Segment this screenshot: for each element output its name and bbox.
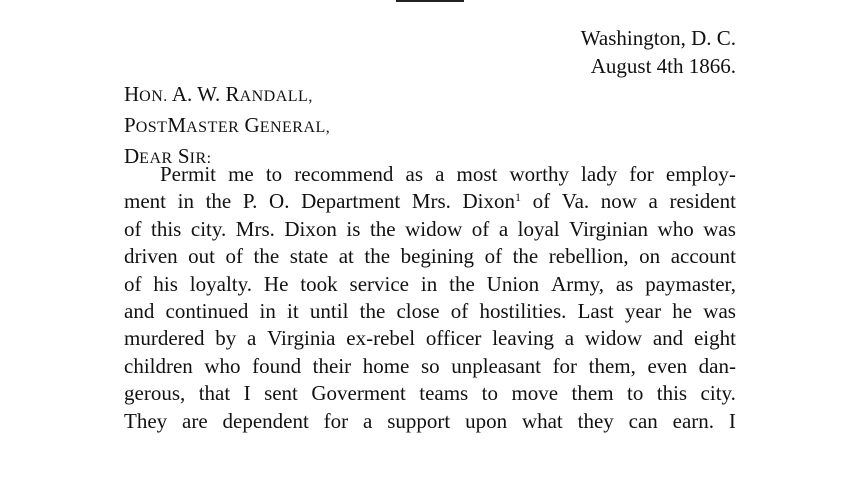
word: they [577,408,614,433]
word: to [626,381,644,406]
word: of [225,244,244,269]
word: was [703,216,736,241]
word: are [182,408,208,433]
letter-body [124,161,736,435]
word: unpleasant [451,353,541,378]
word: a [564,326,575,351]
word: teams [419,381,469,406]
greeting: DEAR SIR: [124,144,212,168]
word: me [228,162,254,186]
word: and [124,299,155,324]
addressee-name: HON. A. W. RANDALL, [124,82,313,106]
word: who [657,216,694,241]
word: recommend [294,162,394,186]
word: a [435,162,445,186]
word: upon [465,408,508,433]
word: city. [700,381,736,406]
word: resident [669,189,736,214]
word: He [263,271,289,296]
word: for [323,408,349,433]
word: Army, [551,271,604,296]
word: who [204,353,241,378]
word: Union [486,271,540,296]
word: the [512,244,539,269]
word: officer [425,326,482,351]
addressee-block [124,80,330,173]
word: took [300,271,338,296]
word: he [672,299,693,324]
word: Dixon$^1$ [462,189,522,214]
body-line [124,325,736,352]
word: in [420,271,438,296]
word: the [205,189,232,214]
word: them [571,381,614,406]
word: this [151,216,182,241]
word: it [287,299,299,324]
word: continued [165,299,249,324]
word: Department [301,189,401,214]
word: a [247,326,257,351]
word: a [648,189,658,214]
dateline-date: August 4th 1866. [590,54,736,78]
word: their [312,353,352,378]
word: to [265,162,283,186]
body-line [124,408,736,435]
word: ment [124,189,166,214]
word: at [338,244,354,269]
word: O. [269,189,290,214]
word: to [481,381,499,406]
word: the [369,216,396,241]
word: lady [581,162,618,186]
word: paymaster, [645,271,736,296]
word: was [703,299,736,324]
word: of [532,189,551,214]
word: dan- [698,353,736,378]
word: children [124,353,193,378]
word: move [511,381,559,406]
word: the [253,244,280,269]
word: loyalty. [189,271,253,296]
dateline [581,24,736,80]
word: even [647,353,688,378]
body-line [124,298,736,325]
word: widow [584,326,643,351]
word: P. [242,189,258,214]
word: account [670,244,736,269]
word: begining [400,244,475,269]
body-line [124,243,736,270]
word: Mrs. [411,189,451,214]
word: out [188,244,216,269]
word: is [346,216,361,241]
word: now [600,189,637,214]
word: support [387,408,451,433]
word: of [450,299,469,324]
word: They [124,408,168,433]
word: city. [190,216,227,241]
word: Dixon [284,216,337,241]
word: I [243,381,251,406]
word: I [728,408,736,433]
word: that [198,381,231,406]
word: for [629,162,654,186]
word: year [624,299,662,324]
word: dependent [222,408,309,433]
word: Virginia [267,326,336,351]
word: Last [577,299,614,324]
word: ex-rebel [346,326,416,351]
word: gerous, [124,381,186,406]
word: as [615,271,634,296]
word: the [364,244,391,269]
word: hostilities. [479,299,567,324]
word: what [521,408,563,433]
word: of [471,216,490,241]
top-rule [396,0,464,2]
word: Virginian [569,216,649,241]
word: employ- [665,162,736,186]
word: of [124,271,142,296]
word: Mrs. [235,216,275,241]
word: a [498,216,509,241]
word: so [420,353,440,378]
body-line [124,380,736,407]
word: by [215,326,237,351]
footnote-marker: 1 [515,190,522,205]
word: Goverment [311,381,406,406]
word: most [456,162,498,186]
word: Va. [561,189,590,214]
word: service [349,271,409,296]
word: widow [405,216,463,241]
word: sent [264,381,298,406]
word: close [396,299,440,324]
body-line [124,353,736,380]
word: this [656,381,688,406]
word: loyal [517,216,560,241]
word: worthy [509,162,569,186]
word: in [177,189,194,214]
word: eight [693,326,736,351]
word: found [252,353,302,378]
word: of [484,244,503,269]
dateline-place: Washington, D. C. [580,26,736,50]
word: and [652,326,684,351]
word: leaving [492,326,555,351]
addressee-title: POSTMASTER GENERAL, [124,113,331,137]
word: until [309,299,349,324]
word: earn. [672,408,715,433]
word: home [362,353,410,378]
word: murdered [124,326,205,351]
word: driven [124,244,178,269]
word: the [359,299,386,324]
word: of [124,216,142,241]
word: state [289,244,329,269]
word: the [449,271,475,296]
word: on [639,244,661,269]
body-line [124,188,736,215]
body-line [124,216,736,243]
word: as [405,162,423,186]
body-line [124,161,736,188]
word: in [259,299,276,324]
word: rebellion, [548,244,629,269]
body-line [124,271,736,298]
word: a [363,408,373,433]
word: his [153,271,178,296]
word: Permit [160,162,216,186]
word: for [552,353,578,378]
word: them, [588,353,636,378]
word: can [628,408,658,433]
